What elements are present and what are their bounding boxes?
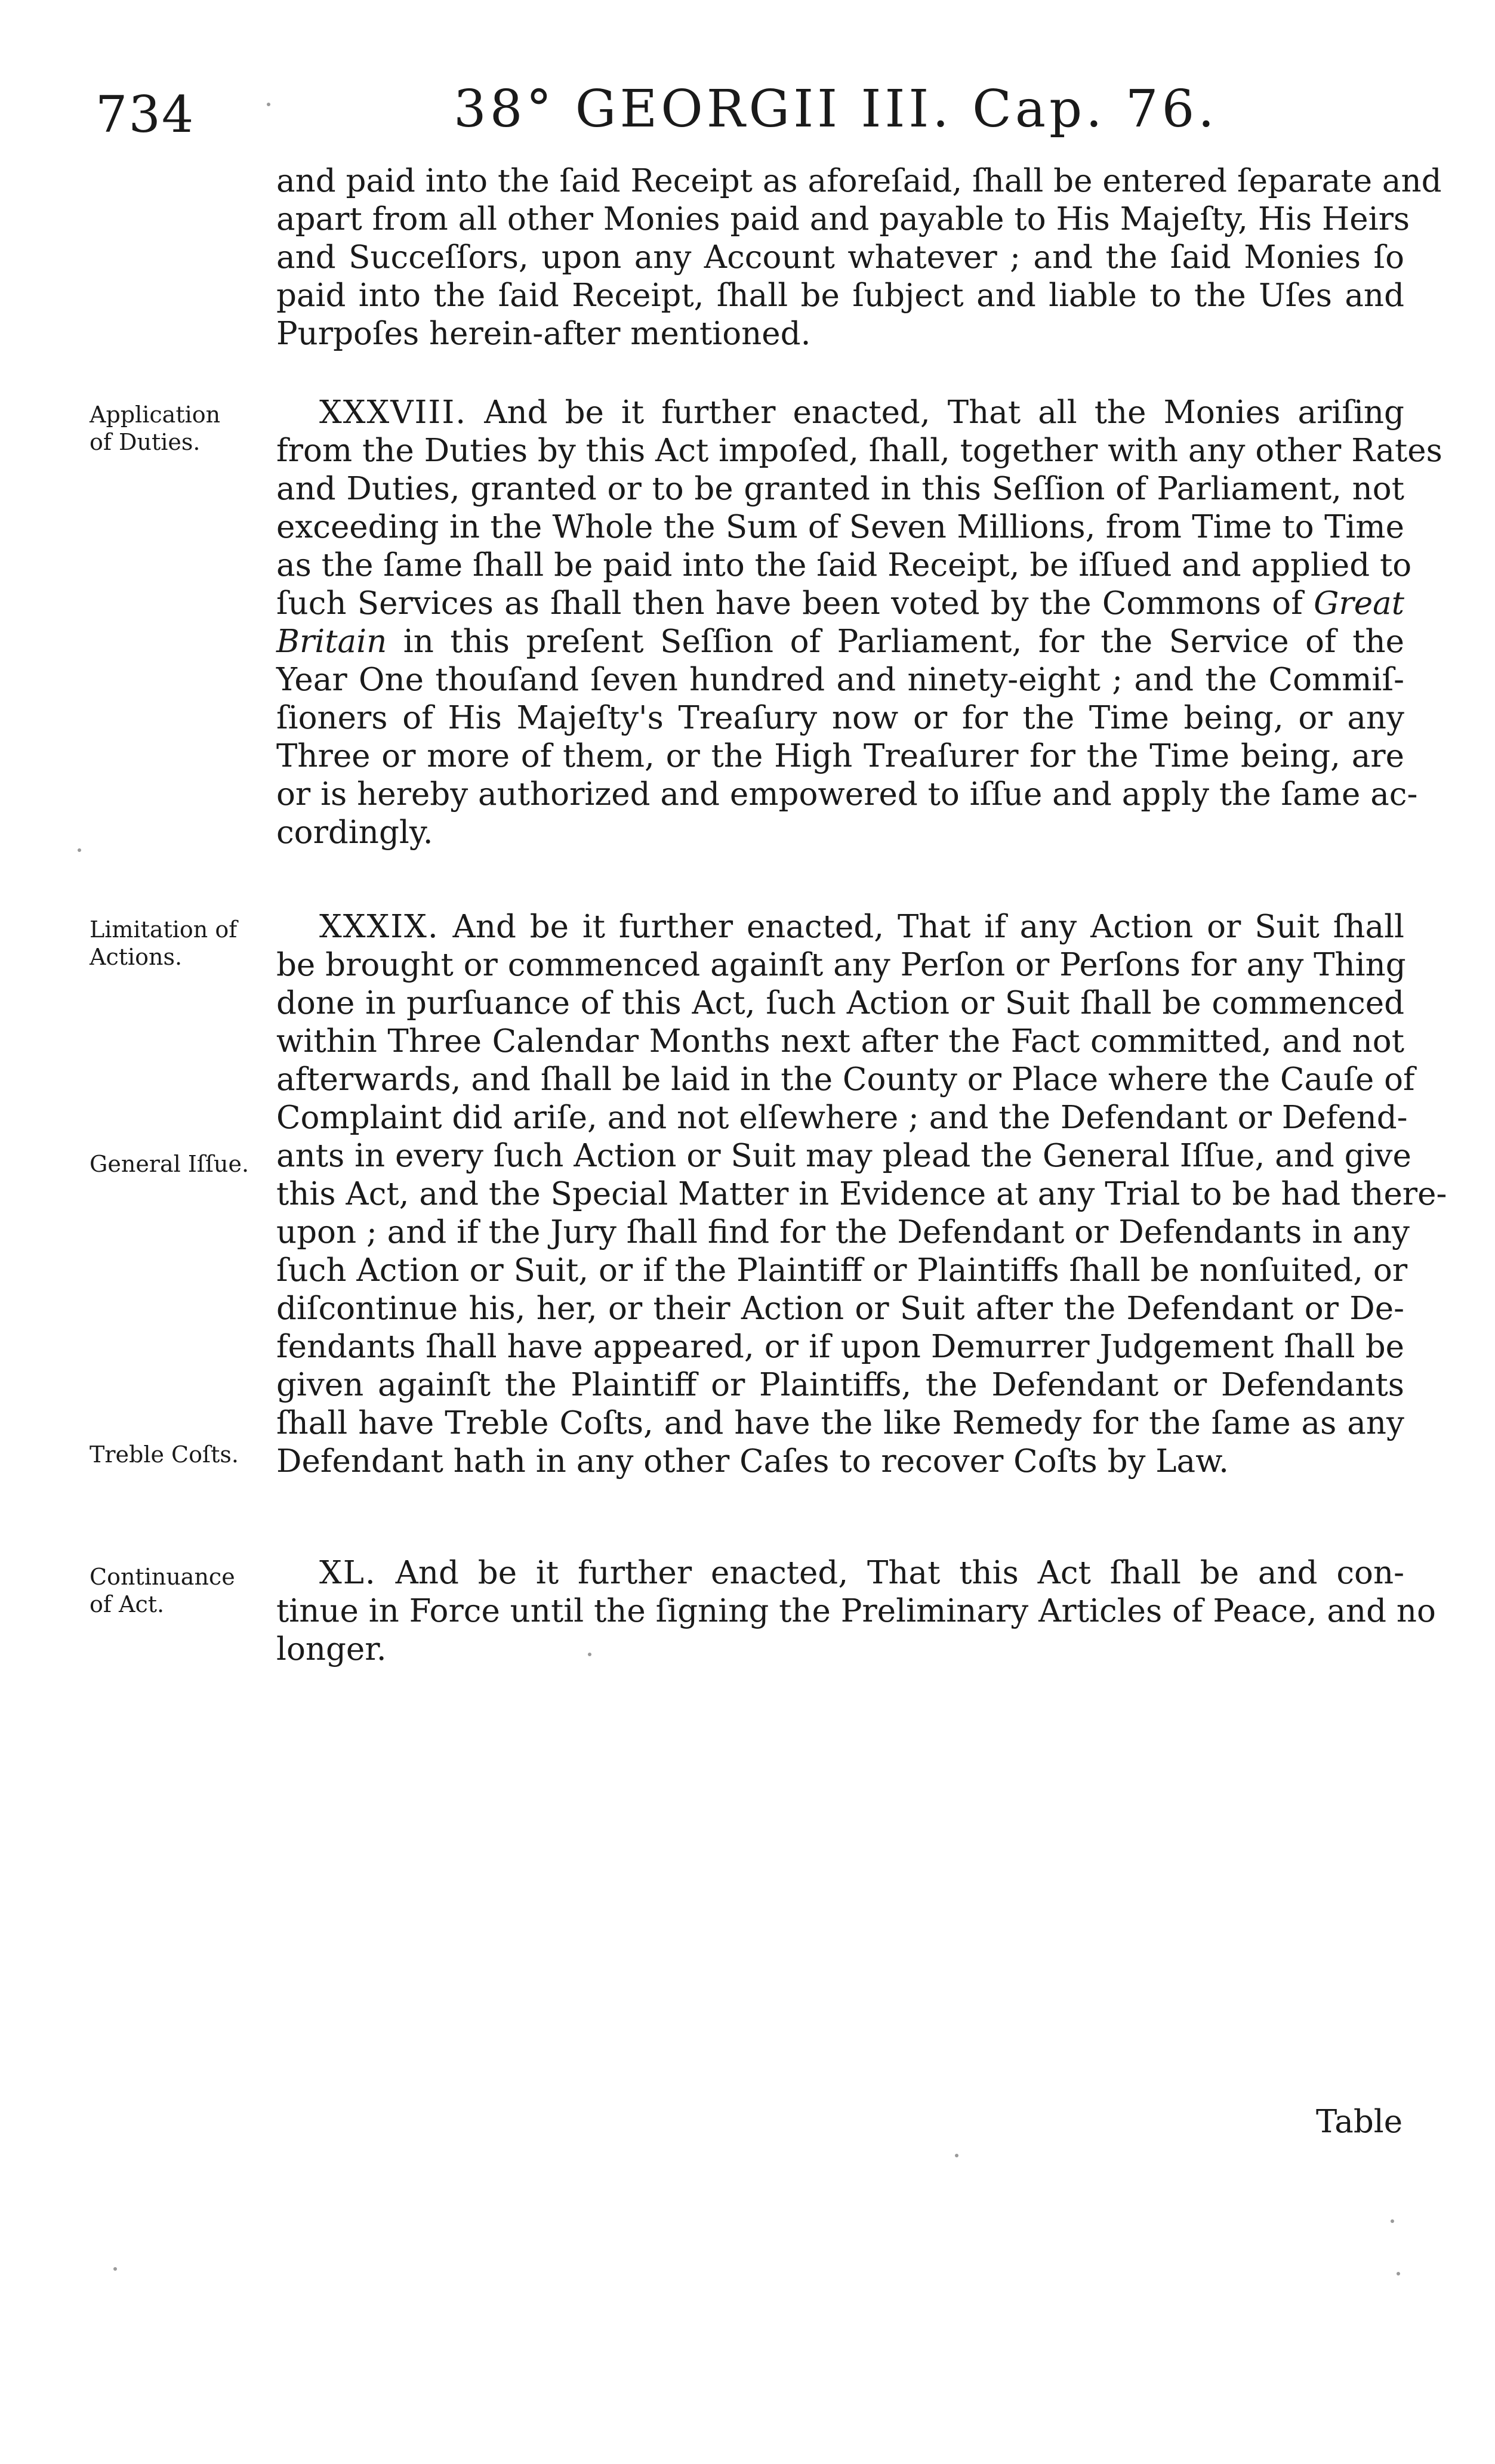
catchword: Table bbox=[1316, 2104, 1403, 2140]
section-text: And be it further enacted, That if any Action or Suit ſhall bbox=[452, 909, 1404, 945]
text-line: ſhall have Treble Coſts, and have the like Remedy for the ſame as any bbox=[276, 1405, 1404, 1441]
text-line: and paid into the ſaid Receipt as aforeſaid, ſhall be entered ſeparate and bbox=[276, 163, 1442, 199]
text-line-body: ſuch Services as ſhall then have been voted by the Commons of bbox=[276, 585, 1303, 622]
margin-note-treble-costs: Treble Coſts. bbox=[90, 1441, 239, 1468]
section-number: XL. bbox=[319, 1555, 377, 1591]
text-line: cordingly. bbox=[276, 814, 433, 851]
margin-note-line: Limitation of bbox=[90, 916, 238, 943]
text-line: from the Duties by this Act impoſed, ſhall, together with any other Rates bbox=[276, 433, 1442, 469]
text-line: paid into the ſaid Receipt, ſhall be ſubject and liable to the Uſes and bbox=[276, 277, 1404, 314]
margin-note-line: Continuance bbox=[90, 1564, 235, 1590]
print-speck bbox=[1391, 2219, 1394, 2223]
text-line: longer. bbox=[276, 1631, 387, 1668]
text-line: exceeding in the Whole the Sum of Seven Millions, from Time to Time bbox=[276, 509, 1404, 545]
running-head: 38° GEORGII III. Cap. 76. bbox=[454, 79, 1218, 139]
text-line: fendants ſhall have appeared, or if upon Demurrer Judgement ſhall be bbox=[276, 1329, 1404, 1365]
margin-note-line: Application bbox=[90, 402, 221, 428]
text-line bbox=[276, 585, 1404, 623]
margin-note-application-of-duties bbox=[90, 401, 269, 456]
page-number: 734 bbox=[95, 85, 195, 144]
italic-word: Britain bbox=[276, 623, 387, 660]
section-38 bbox=[276, 394, 1442, 852]
text-line: this Act, and the Special Matter in Evidence at any Trial to be had there- bbox=[276, 1176, 1447, 1212]
print-speck bbox=[78, 848, 81, 852]
text-line: Defendant hath in any other Caſes to recover Coſts by Law. bbox=[276, 1443, 1229, 1480]
text-line bbox=[276, 908, 1404, 946]
margin-note-general-issue: General Iſſue. bbox=[90, 1151, 249, 1177]
text-line bbox=[276, 623, 1404, 661]
text-line-body: in this preſent Seſſion of Parliament, for the Service of the bbox=[403, 623, 1404, 660]
text-line: ſuch Action or Suit, or if the Plaintiff or Plaintiffs ſhall be nonſuited, or bbox=[276, 1252, 1408, 1289]
text-line: or is hereby authorized and empowered to iſſue and apply the ſame ac- bbox=[276, 776, 1418, 813]
text-line: afterwards, and ſhall be laid in the County or Place where the Cauſe of bbox=[276, 1061, 1415, 1098]
print-speck bbox=[588, 1653, 591, 1656]
text-line bbox=[276, 394, 1404, 432]
print-speck bbox=[113, 2267, 117, 2271]
text-line: as the ſame ſhall be paid into the ſaid Receipt, be iſſued and applied to bbox=[276, 547, 1412, 583]
text-line: tinue in Force until the ſigning the Preliminary Articles of Peace, and no bbox=[276, 1593, 1436, 1629]
margin-note-line: of Duties. bbox=[90, 429, 201, 455]
text-line: ants in every ſuch Action or Suit may plead the General Iſſue, and give bbox=[276, 1138, 1411, 1174]
text-line: ſioners of His Majeſty's Treaſury now or for the Time being, or any bbox=[276, 700, 1404, 736]
margin-note-line: of Act. bbox=[90, 1591, 165, 1617]
text-line: be brought or commenced againſt any Perſon or Perſons for any Thing bbox=[276, 947, 1406, 983]
print-speck bbox=[1397, 2272, 1400, 2275]
text-line: Complaint did ariſe, and not elſewhere ; and the Defendant or Defend- bbox=[276, 1100, 1408, 1136]
text-line: given againſt the Plaintiff or Plaintiffs, the Defendant or Defendants bbox=[276, 1367, 1404, 1403]
print-speck bbox=[267, 103, 270, 106]
margin-note-line: Actions. bbox=[90, 944, 183, 970]
text-line: upon ; and if the Jury ſhall find for the Defendant or Defendants in any bbox=[276, 1214, 1410, 1250]
text-line: apart from all other Monies paid and payable to His Majeſty, His Heirs bbox=[276, 201, 1410, 237]
margin-note-limitation-of-actions bbox=[90, 916, 269, 971]
margin-note-continuance-of-act bbox=[90, 1563, 269, 1618]
text-line bbox=[276, 1554, 1404, 1592]
section-number: XXXIX. bbox=[319, 909, 439, 945]
text-line: done in purſuance of this Act, ſuch Action or Suit ſhall be commenced bbox=[276, 985, 1404, 1021]
italic-word: Great bbox=[1314, 585, 1404, 622]
print-speck bbox=[955, 2154, 958, 2157]
text-line: Year One thouſand ſeven hundred and ninety-eight ; and the Commiſ- bbox=[276, 662, 1404, 698]
text-line: within Three Calendar Months next after the Fact committed, and not bbox=[276, 1023, 1404, 1060]
section-text: And be it further enacted, That all the Monies ariſing bbox=[484, 394, 1404, 431]
text-line: diſcontinue his, her, or their Action or Suit after the Defendant or De- bbox=[276, 1290, 1404, 1327]
section-text: And be it further enacted, That this Act ſhall be and con- bbox=[395, 1555, 1404, 1591]
section-40 bbox=[276, 1554, 1436, 1669]
text-line: and Succeſſors, upon any Account whatever ; and the ſaid Monies ſo bbox=[276, 239, 1404, 276]
text-line: Purpoſes herein-after mentioned. bbox=[276, 316, 811, 352]
text-line: Three or more of them, or the High Treaſurer for the Time being, are bbox=[276, 738, 1404, 774]
opening-paragraph bbox=[276, 162, 1442, 353]
section-39 bbox=[276, 908, 1447, 1481]
text-line: and Duties, granted or to be granted in this Seſſion of Parliament, not bbox=[276, 471, 1404, 507]
section-number: XXXVIII. bbox=[319, 394, 467, 431]
